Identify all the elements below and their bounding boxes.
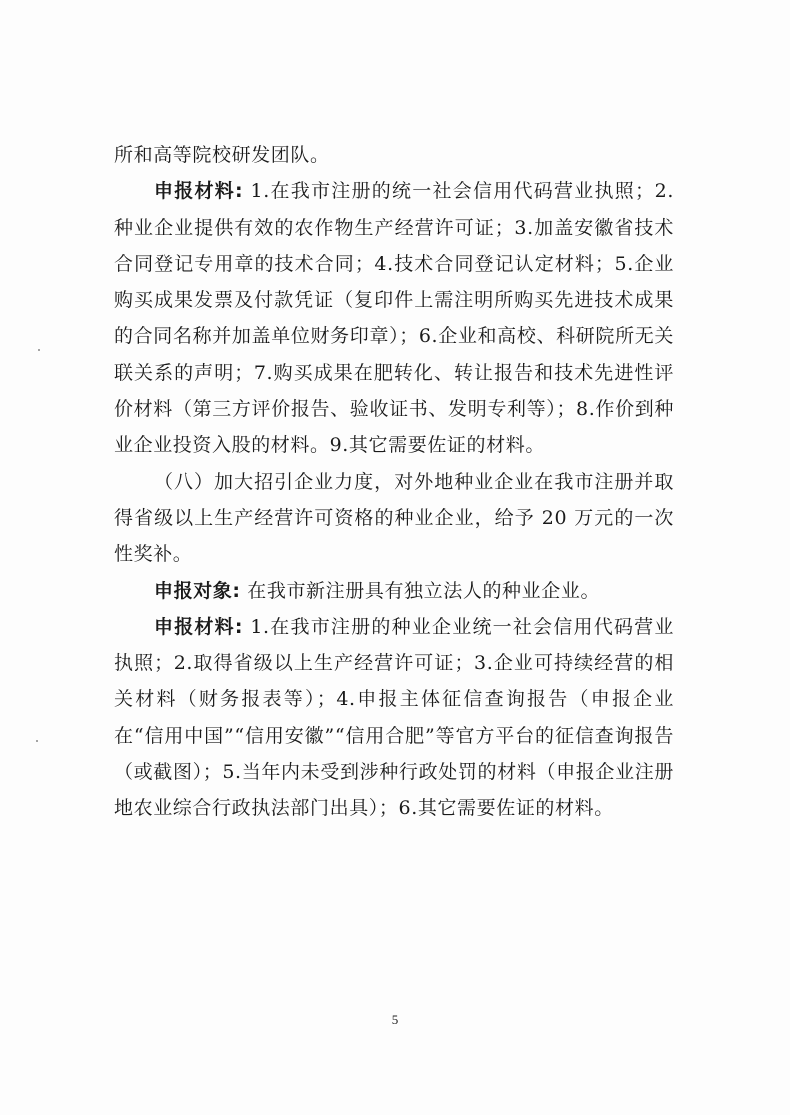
paragraph-5-label: 申报材料:	[154, 615, 244, 638]
paragraph-2-label: 申报材料:	[154, 180, 244, 203]
paragraph-3-text: （八）加大招引企业力度，对外地种业企业在我市注册并取得省级以上生产经营许可资格的种业企业，给予 20 万元的一次性奖补。	[114, 470, 674, 566]
scan-speck	[36, 740, 38, 742]
scan-speck	[38, 349, 40, 351]
paragraph-4-text: 在我市新注册具有独立法人的种业企业。	[240, 579, 601, 602]
paragraph-5	[114, 609, 674, 827]
document-body	[114, 137, 674, 827]
paragraph-3	[114, 464, 674, 573]
paragraph-4-label: 申报对象:	[154, 579, 241, 602]
page-number: 5	[391, 1012, 399, 1027]
paragraph-5-text: 1.在我市注册的种业企业统一社会信用代码营业执照；2.取得省级以上生产经营许可证；3.企业可持续经营的相关材料（财务报表等）；4.申报主体征信查询报告（申报企业在“信用中国”“信用安徽”“信用合肥”等官方平台的征信查询报告（或截图）；5.当年内未受到涉种行政处罚的材料（申报企业注册地农业综合行政执法部门出具）；6.其它需要佐证的材料。	[114, 615, 675, 820]
paragraph-1-text: 所和高等院校研发团队。	[114, 144, 330, 166]
paragraph-2-text: 1.在我市注册的统一社会信用代码营业执照；2.种业企业提供有效的农作物生产经营许可证；3.加盖安徽省技术合同登记专用章的技术合同；4.技术合同登记认定材料；5.企业购买成果发票及付款凭证（复印件上需注明所购买先进技术成果的合同名称并加盖单位财务印章）；6.企业和高校、科研院所无关联关系的声明；7.购买成果在肥转化、转让报告和技术先进性评价材料（第三方评价报告、验收证书、发明专利等）；8.作价到种业企业投资入股的材料。9.其它需要佐证的材料。	[114, 180, 674, 457]
paragraph-2	[114, 173, 674, 463]
paragraph-4	[114, 573, 674, 609]
paragraph-1	[114, 137, 674, 173]
